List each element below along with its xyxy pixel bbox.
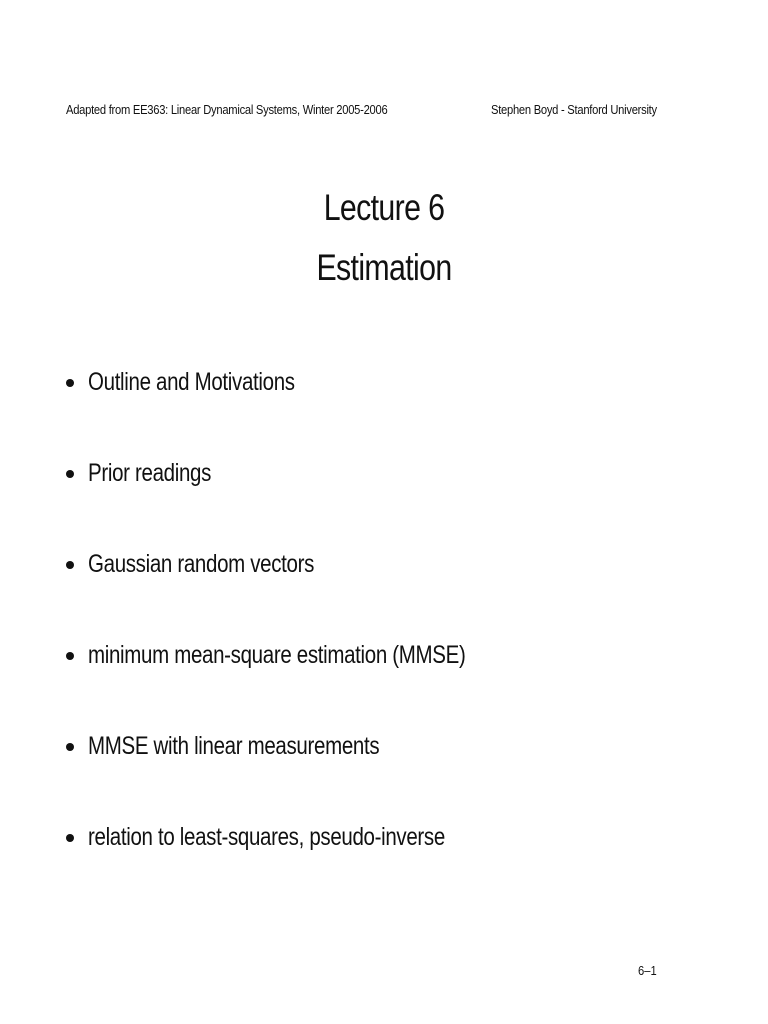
list-item-text: MMSE with linear measurements <box>88 732 380 760</box>
list-item-text: Outline and Motivations <box>88 368 295 396</box>
bullet-icon <box>66 379 74 387</box>
page-number: 6–1 <box>638 963 657 978</box>
lecture-number: Lecture 6 <box>323 187 445 228</box>
list-item-text: Gaussian random vectors <box>88 550 315 578</box>
list-item-text: minimum mean-square estimation (MMSE) <box>88 641 466 669</box>
lecture-topic: Estimation <box>316 247 452 288</box>
header-course-credit: Adapted from EE363: Linear Dynamical Systems, Winter 2005-2006 <box>66 102 388 117</box>
bullet-icon <box>66 470 74 478</box>
bullet-icon <box>66 652 74 660</box>
bullet-icon <box>66 743 74 751</box>
list-item-text: relation to least-squares, pseudo-inverse <box>88 823 445 851</box>
bullet-icon <box>66 561 74 569</box>
list-item-text: Prior readings <box>88 459 212 487</box>
slide-title <box>0 178 768 298</box>
bullet-icon <box>66 834 74 842</box>
header-author: Stephen Boyd - Stanford University <box>491 102 657 117</box>
